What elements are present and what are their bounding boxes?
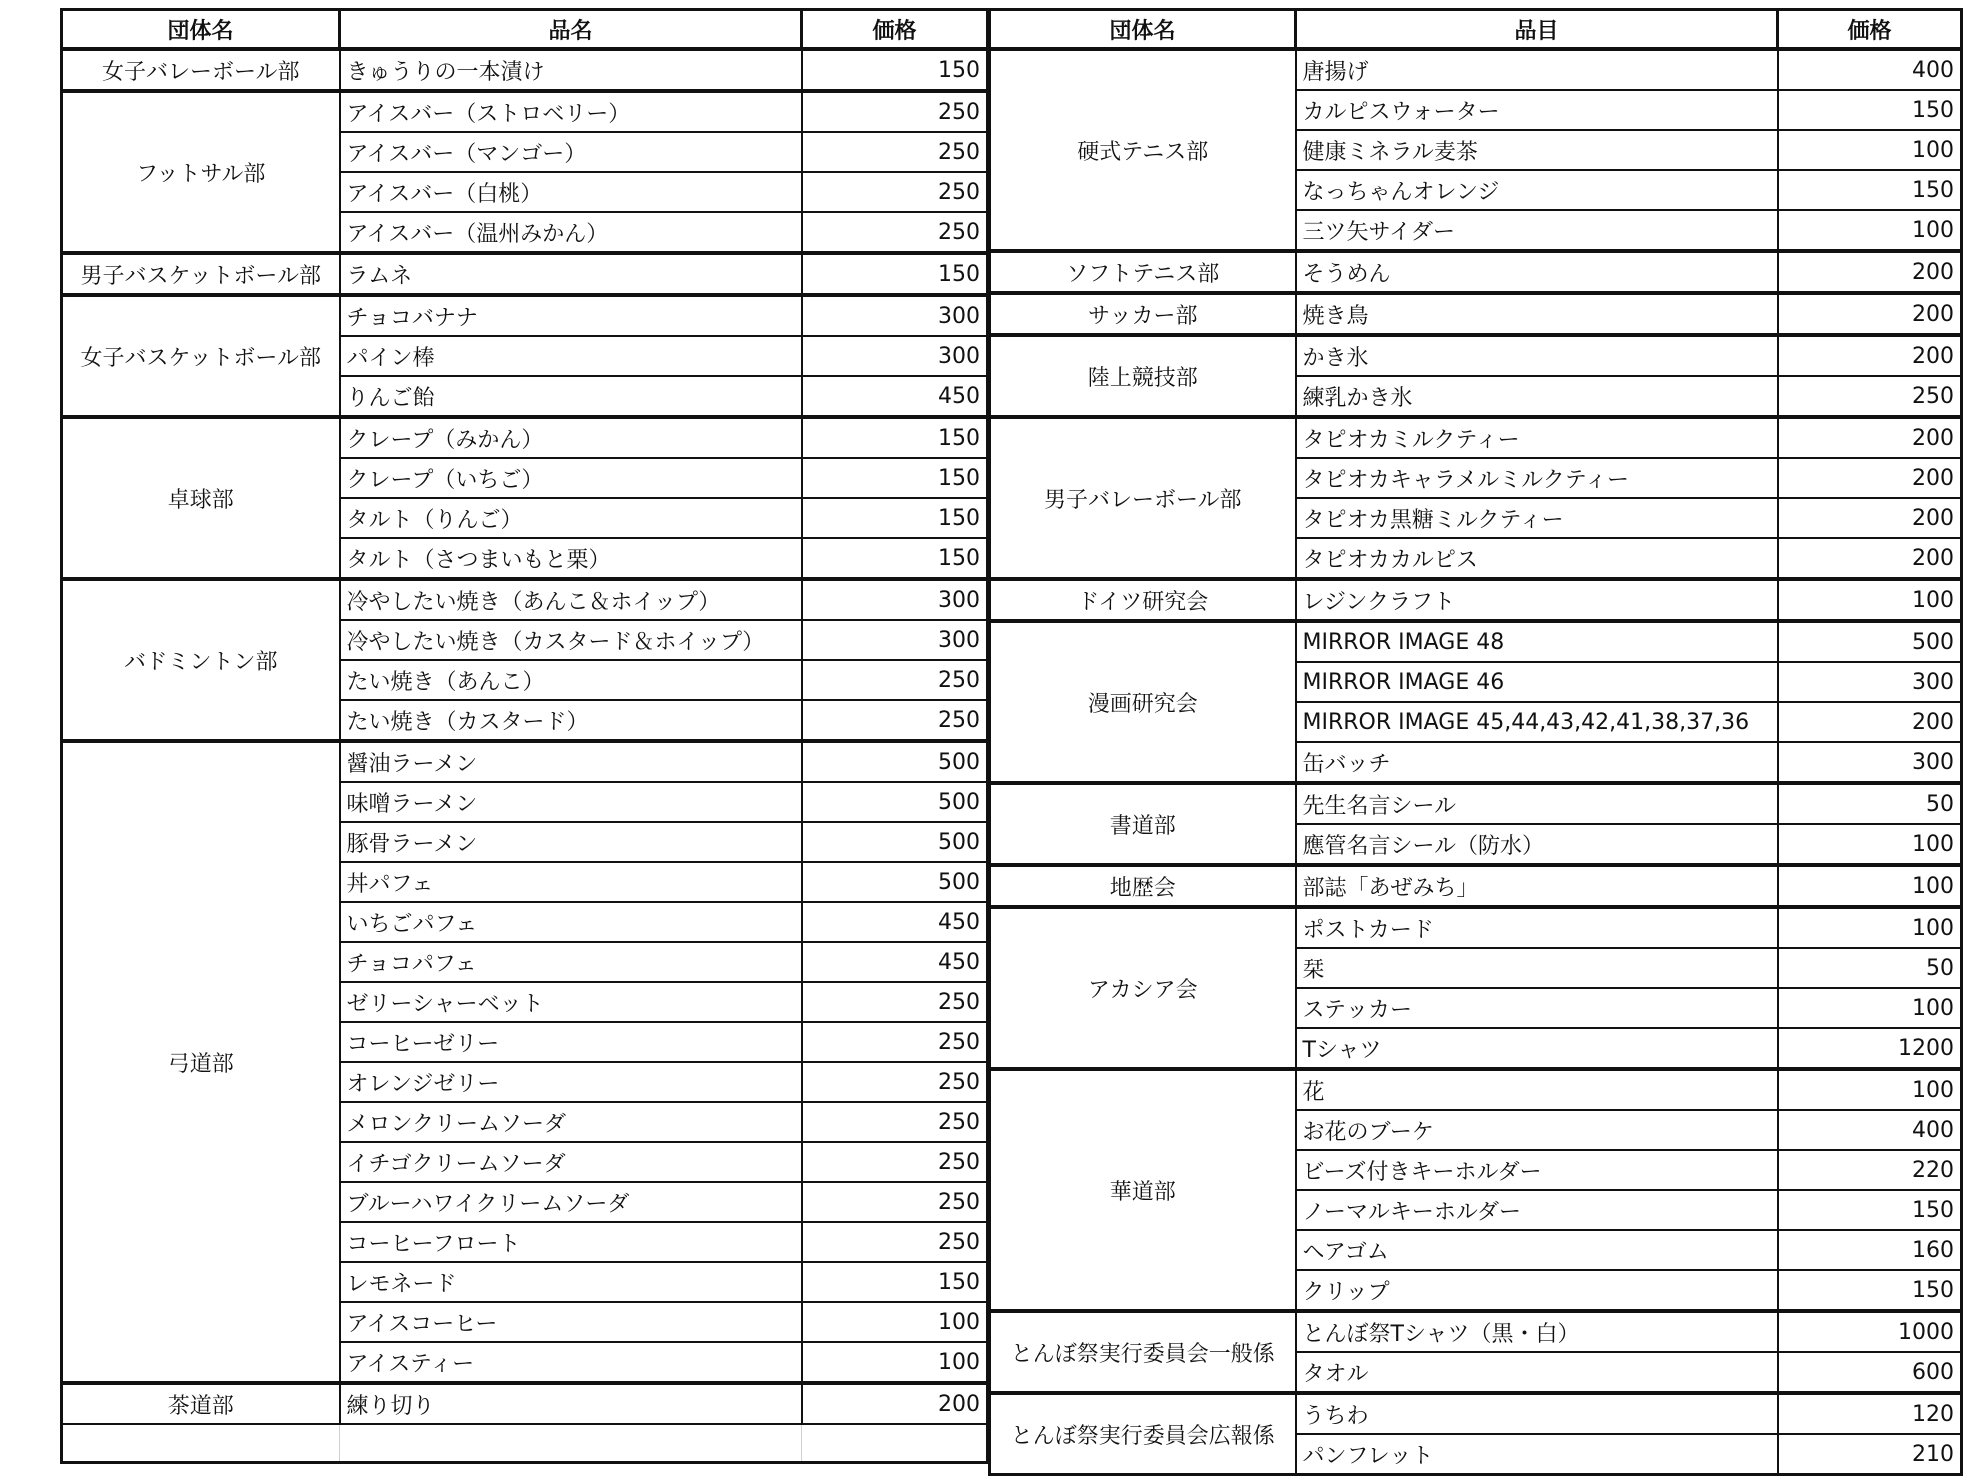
group-name-cell: バドミントン部 <box>62 579 340 741</box>
empty-cell <box>340 1424 802 1463</box>
item-name-cell: 缶バッチ <box>1296 742 1778 783</box>
price-cell: 150 <box>802 458 988 498</box>
empty-cell <box>62 1424 340 1463</box>
price-cell: 450 <box>802 942 988 982</box>
table-row <box>990 1311 1962 1352</box>
group-name-cell: とんぼ祭実行委員会広報係 <box>990 1393 1296 1475</box>
table-row <box>62 295 988 336</box>
item-name-cell: タピオカ黒糖ミルクティー <box>1296 498 1778 538</box>
group-name-cell: 卓球部 <box>62 417 340 579</box>
price-cell: 220 <box>1778 1150 1962 1190</box>
item-name-cell: いちごパフェ <box>340 902 802 942</box>
price-cell: 250 <box>802 1142 988 1182</box>
right-price-table <box>988 8 1963 1476</box>
price-cell: 250 <box>1778 376 1962 417</box>
group-name-cell: ドイツ研究会 <box>990 579 1296 621</box>
header-row <box>990 10 1962 50</box>
price-cell: 450 <box>802 376 988 417</box>
item-name-cell: チョコパフェ <box>340 942 802 982</box>
price-cell: 100 <box>802 1302 988 1342</box>
item-name-cell: アイスバー（マンゴー） <box>340 132 802 172</box>
group-name-cell: 女子バスケットボール部 <box>62 295 340 417</box>
price-cell: 120 <box>1778 1393 1962 1434</box>
item-name-cell: クレープ（いちご） <box>340 458 802 498</box>
price-cell: 500 <box>1778 621 1962 662</box>
item-name-cell: 健康ミネラル麦茶 <box>1296 130 1778 170</box>
group-name-cell: アカシア会 <box>990 907 1296 1069</box>
group-name-cell: 華道部 <box>990 1069 1296 1311</box>
price-cell: 100 <box>1778 210 1962 251</box>
price-cell: 150 <box>1778 170 1962 210</box>
group-name-cell: とんぼ祭実行委員会一般係 <box>990 1311 1296 1393</box>
item-name-cell: 花 <box>1296 1069 1778 1110</box>
item-name-cell: タピオカミルクティー <box>1296 417 1778 458</box>
price-cell: 300 <box>1778 662 1962 702</box>
item-name-cell: 豚骨ラーメン <box>340 822 802 862</box>
item-name-cell: ステッカー <box>1296 988 1778 1028</box>
price-cell: 250 <box>802 1062 988 1102</box>
group-name-cell: 漫画研究会 <box>990 621 1296 783</box>
price-cell: 50 <box>1778 783 1962 824</box>
group-name-cell: 男子バレーボール部 <box>990 417 1296 579</box>
price-cell: 250 <box>802 982 988 1022</box>
item-name-cell: とんぼ祭Tシャツ（黒・白） <box>1296 1311 1778 1352</box>
header-price: 価格 <box>802 10 988 50</box>
price-cell: 150 <box>802 1262 988 1302</box>
item-name-cell: カルピスウォーター <box>1296 90 1778 130</box>
price-cell: 100 <box>1778 865 1962 907</box>
item-name-cell: 練り切り <box>340 1383 802 1424</box>
item-name-cell: 焼き鳥 <box>1296 293 1778 335</box>
item-name-cell: レジンクラフト <box>1296 579 1778 621</box>
group-name-cell: 硬式テニス部 <box>990 49 1296 251</box>
price-cell: 250 <box>802 1022 988 1062</box>
empty-cell <box>802 1424 988 1463</box>
price-cell: 150 <box>1778 1270 1962 1311</box>
item-name-cell: 丼パフェ <box>340 862 802 902</box>
group-name-cell: サッカー部 <box>990 293 1296 335</box>
item-name-cell: パイン棒 <box>340 336 802 376</box>
price-cell: 50 <box>1778 948 1962 988</box>
header-group: 団体名 <box>62 10 340 50</box>
item-name-cell: タルト（りんご） <box>340 498 802 538</box>
item-name-cell: MIRROR IMAGE 46 <box>1296 662 1778 702</box>
item-name-cell: たい焼き（あんこ） <box>340 660 802 700</box>
table-row <box>62 579 988 620</box>
price-cell: 600 <box>1778 1352 1962 1393</box>
item-name-cell: アイスコーヒー <box>340 1302 802 1342</box>
table-row <box>990 335 1962 376</box>
price-cell: 200 <box>1778 498 1962 538</box>
group-name-cell: 弓道部 <box>62 741 340 1383</box>
price-cell: 150 <box>802 538 988 579</box>
item-name-cell: コーヒーフロート <box>340 1222 802 1262</box>
item-name-cell: かき氷 <box>1296 335 1778 376</box>
group-name-cell: 書道部 <box>990 783 1296 865</box>
item-name-cell: 部誌「あぜみち」 <box>1296 865 1778 907</box>
item-name-cell: コーヒーゼリー <box>340 1022 802 1062</box>
empty-row <box>62 1424 988 1463</box>
price-cell: 250 <box>802 1222 988 1262</box>
price-cell: 200 <box>1778 251 1962 293</box>
table-row <box>990 49 1962 90</box>
item-name-cell: クリップ <box>1296 1270 1778 1311</box>
table-row <box>62 91 988 132</box>
item-name-cell: タピオカカルピス <box>1296 538 1778 579</box>
price-cell: 200 <box>802 1383 988 1424</box>
group-name-cell: 陸上競技部 <box>990 335 1296 417</box>
price-cell: 100 <box>1778 824 1962 865</box>
price-cell: 250 <box>802 1102 988 1142</box>
table-row <box>990 293 1962 335</box>
price-cell: 250 <box>802 660 988 700</box>
price-cell: 150 <box>1778 90 1962 130</box>
table-row <box>62 1383 988 1424</box>
item-name-cell: りんご飴 <box>340 376 802 417</box>
table-row <box>990 783 1962 824</box>
item-name-cell: 醤油ラーメン <box>340 741 802 782</box>
group-name-cell: 茶道部 <box>62 1383 340 1424</box>
item-name-cell: 應管名言シール（防水） <box>1296 824 1778 865</box>
item-name-cell: きゅうりの一本漬け <box>340 49 802 91</box>
price-cell: 150 <box>802 417 988 458</box>
price-cell: 300 <box>802 579 988 620</box>
price-cell: 100 <box>1778 988 1962 1028</box>
item-name-cell: 唐揚げ <box>1296 49 1778 90</box>
table-row <box>990 1393 1962 1434</box>
price-cell: 150 <box>802 253 988 295</box>
group-name-cell: 女子バレーボール部 <box>62 49 340 91</box>
item-name-cell: アイスバー（温州みかん） <box>340 212 802 253</box>
item-name-cell: お花のブーケ <box>1296 1110 1778 1150</box>
item-name-cell: 栞 <box>1296 948 1778 988</box>
table-row <box>990 251 1962 293</box>
item-name-cell: ゼリーシャーベット <box>340 982 802 1022</box>
price-cell: 100 <box>1778 579 1962 621</box>
item-name-cell: タピオカキャラメルミルクティー <box>1296 458 1778 498</box>
price-cell: 450 <box>802 902 988 942</box>
item-name-cell: イチゴクリームソーダ <box>340 1142 802 1182</box>
item-name-cell: MIRROR IMAGE 45,44,43,42,41,38,37,36 <box>1296 702 1778 742</box>
price-cell: 300 <box>802 336 988 376</box>
price-cell: 210 <box>1778 1434 1962 1475</box>
item-name-cell: ポストカード <box>1296 907 1778 948</box>
price-cell: 200 <box>1778 702 1962 742</box>
group-name-cell: ソフトテニス部 <box>990 251 1296 293</box>
price-cell: 500 <box>802 822 988 862</box>
table-row <box>62 741 988 782</box>
header-item: 品名 <box>340 10 802 50</box>
item-name-cell: ラムネ <box>340 253 802 295</box>
item-name-cell: ノーマルキーホルダー <box>1296 1190 1778 1230</box>
table-row <box>990 417 1962 458</box>
price-cell: 400 <box>1778 49 1962 90</box>
item-name-cell: 味噌ラーメン <box>340 782 802 822</box>
item-name-cell: タオル <box>1296 1352 1778 1393</box>
price-cell: 300 <box>802 620 988 660</box>
price-cell: 200 <box>1778 538 1962 579</box>
item-name-cell: メロンクリームソーダ <box>340 1102 802 1142</box>
item-name-cell: アイスティー <box>340 1342 802 1383</box>
item-name-cell: クレープ（みかん） <box>340 417 802 458</box>
header-item: 品目 <box>1296 10 1778 50</box>
price-cell: 200 <box>1778 293 1962 335</box>
item-name-cell: オレンジゼリー <box>340 1062 802 1102</box>
table-row <box>990 621 1962 662</box>
price-cell: 250 <box>802 91 988 132</box>
price-cell: 250 <box>802 700 988 741</box>
price-cell: 200 <box>1778 335 1962 376</box>
price-cell: 500 <box>802 862 988 902</box>
item-name-cell: ビーズ付きキーホルダー <box>1296 1150 1778 1190</box>
group-name-cell: 地歴会 <box>990 865 1296 907</box>
item-name-cell: たい焼き（カスタード） <box>340 700 802 741</box>
price-cell: 150 <box>1778 1190 1962 1230</box>
left-price-table-container <box>60 8 989 1464</box>
table-row <box>62 417 988 458</box>
price-cell: 500 <box>802 741 988 782</box>
price-cell: 1200 <box>1778 1028 1962 1069</box>
item-name-cell: パンフレット <box>1296 1434 1778 1475</box>
table-row <box>990 907 1962 948</box>
item-name-cell: MIRROR IMAGE 48 <box>1296 621 1778 662</box>
price-cell: 160 <box>1778 1230 1962 1270</box>
item-name-cell: アイスバー（ストロベリー） <box>340 91 802 132</box>
header-group: 団体名 <box>990 10 1296 50</box>
price-cell: 300 <box>1778 742 1962 783</box>
price-cell: 500 <box>802 782 988 822</box>
price-cell: 250 <box>802 172 988 212</box>
price-cell: 250 <box>802 1182 988 1222</box>
price-cell: 250 <box>802 212 988 253</box>
right-price-table-container <box>988 8 1963 1476</box>
price-cell: 100 <box>1778 1069 1962 1110</box>
group-name-cell: フットサル部 <box>62 91 340 253</box>
item-name-cell: 冷やしたい焼き（カスタード＆ホイップ） <box>340 620 802 660</box>
table-row <box>990 865 1962 907</box>
item-name-cell: タルト（さつまいもと栗） <box>340 538 802 579</box>
item-name-cell: 冷やしたい焼き（あんこ＆ホイップ） <box>340 579 802 620</box>
price-cell: 200 <box>1778 458 1962 498</box>
item-name-cell: うちわ <box>1296 1393 1778 1434</box>
header-row <box>62 10 988 50</box>
price-cell: 300 <box>802 295 988 336</box>
item-name-cell: チョコバナナ <box>340 295 802 336</box>
item-name-cell: そうめん <box>1296 251 1778 293</box>
price-cell: 100 <box>1778 130 1962 170</box>
price-cell: 150 <box>802 49 988 91</box>
item-name-cell: 先生名言シール <box>1296 783 1778 824</box>
item-name-cell: レモネード <box>340 1262 802 1302</box>
item-name-cell: ブルーハワイクリームソーダ <box>340 1182 802 1222</box>
price-cell: 150 <box>802 498 988 538</box>
price-cell: 1000 <box>1778 1311 1962 1352</box>
header-price: 価格 <box>1778 10 1962 50</box>
group-name-cell: 男子バスケットボール部 <box>62 253 340 295</box>
item-name-cell: 練乳かき氷 <box>1296 376 1778 417</box>
table-row <box>62 253 988 295</box>
price-cell: 200 <box>1778 417 1962 458</box>
price-cell: 400 <box>1778 1110 1962 1150</box>
price-cell: 250 <box>802 132 988 172</box>
price-cell: 100 <box>1778 907 1962 948</box>
item-name-cell: 三ツ矢サイダー <box>1296 210 1778 251</box>
item-name-cell: Tシャツ <box>1296 1028 1778 1069</box>
item-name-cell: アイスバー（白桃） <box>340 172 802 212</box>
table-row <box>990 1069 1962 1110</box>
item-name-cell: なっちゃんオレンジ <box>1296 170 1778 210</box>
price-cell: 100 <box>802 1342 988 1383</box>
left-price-table <box>60 8 989 1464</box>
table-row <box>62 49 988 91</box>
item-name-cell: ヘアゴム <box>1296 1230 1778 1270</box>
table-row <box>990 579 1962 621</box>
